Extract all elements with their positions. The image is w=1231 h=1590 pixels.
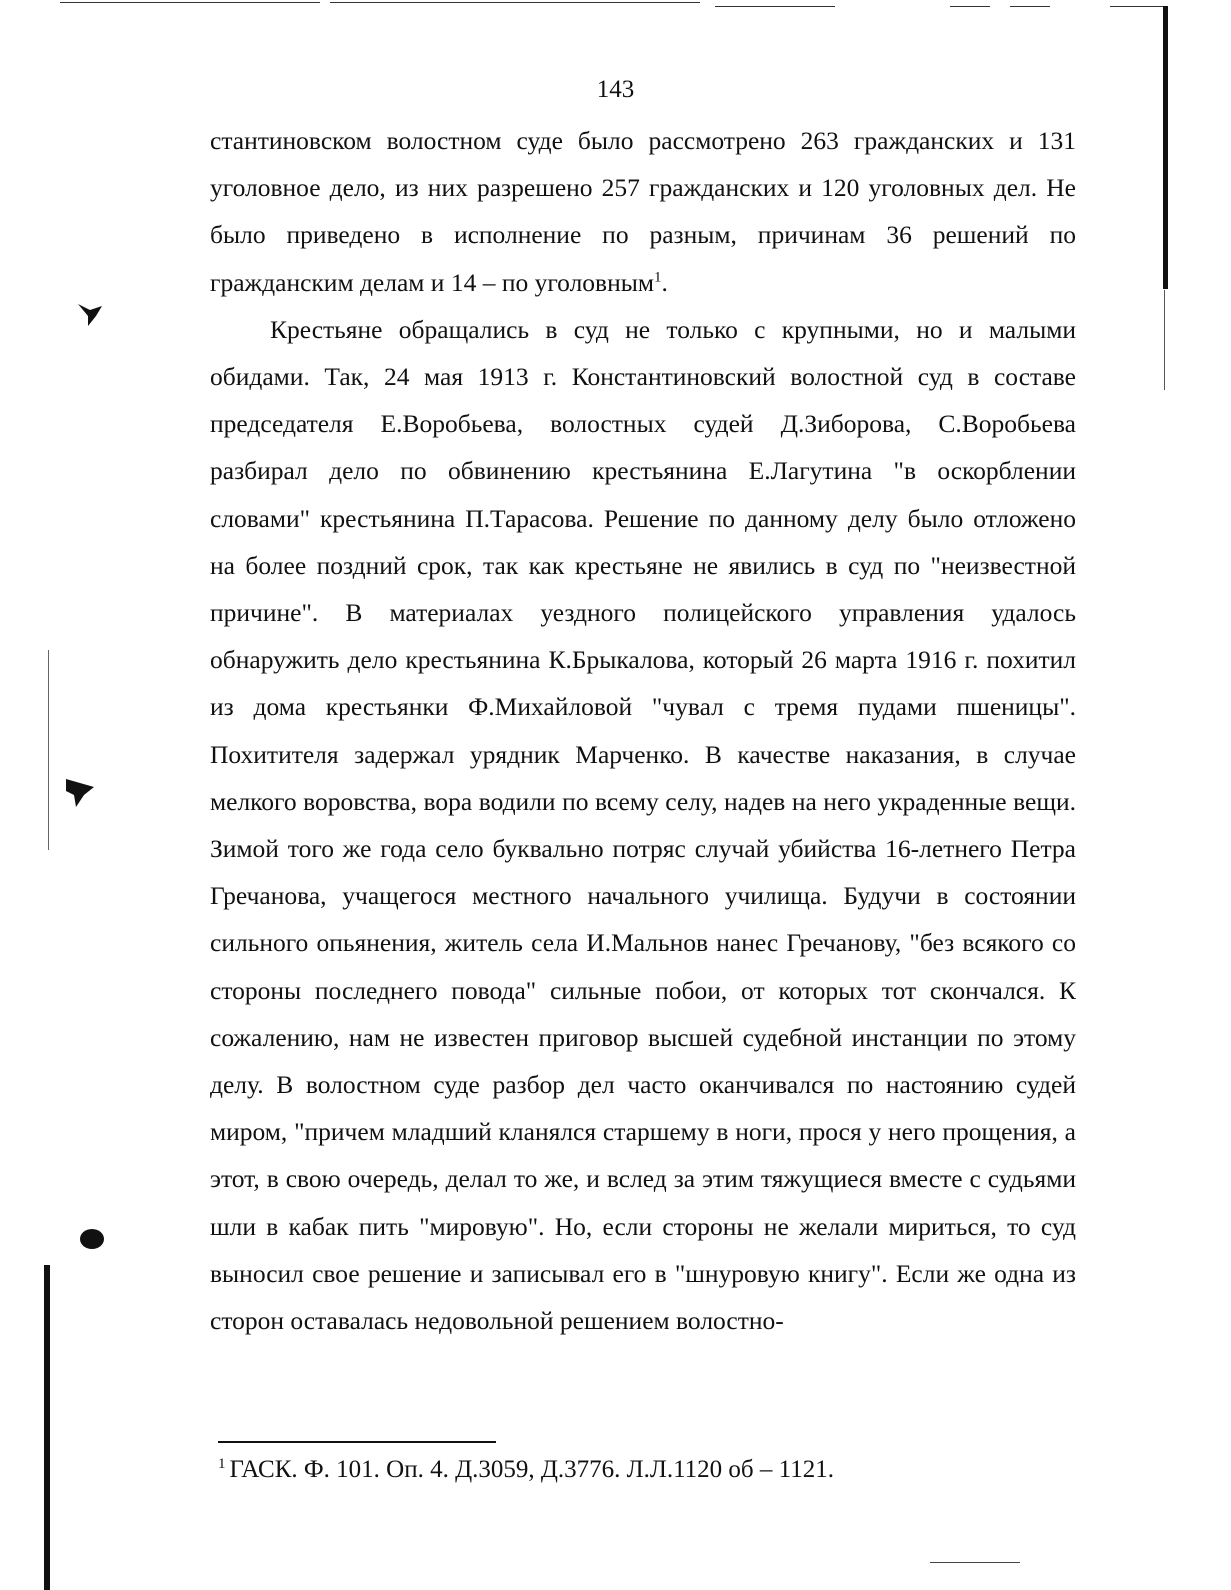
paragraph-text: стантиновском волостном суде было рассмотрено 263 гражданских и 131 уголовное дело, из них разрешено 257 гражданских и 120 уголовных дел. Не было приведено в исполнение по разным, причинам 36 решений по гражданским делам и 14 – по уголовным: [210, 126, 1076, 297]
paragraph-tail: .: [661, 267, 668, 297]
scan-artifact-bottom-line: [930, 1562, 1020, 1563]
punch-hole-mark-middle: [62, 775, 98, 809]
scan-artifact-top-line: [1110, 6, 1168, 7]
page-number: 143: [596, 76, 635, 103]
body-text: [210, 117, 1076, 1344]
scan-artifact-top-line: [715, 6, 835, 7]
scan-artifact-top-line: [950, 6, 990, 7]
paragraph-text: Крестьяне обращались в суд не только с крупными, но и малыми обидами. Так, 24 мая 1913 г. Константиновский волостной суд в составе председателя Е.Воробьева, волостных судей Д.Зиборова, С.Воробьева разбирал дело по обвинению крестьянина Е.Лагутина "в оскорблении словами" крестьянина П.Тарасова. Решение по данному делу было отложено на более поздний срок, так как крестьяне не явились в суд по "неизвестной причине". В материалах уездного полицейского управления удалось обнаружить дело крестьянина К.Брыкалова, который 26 марта 1916 г. похитил из дома крестьянки Ф.Михайловой "чувал с тремя пудами пшеницы". Похитителя задержал урядник Марченко. В качестве наказания, в случае мелкого воровства, вора водили по всему селу, надев на него украденные вещи. Зимой того же года село буквально потряс случай убийства 16-летнего Петра Гречанова, учащегося местного начального училища. Будучи в состоянии сильного опьянения, житель села И.Мальнов нанес Гречанову, "без всякого со стороны последнего повода" сильные побои, от которых тот скончался. К сожалению, нам не известен приговор высшей судебной инстанции по этому делу. В волостном суде разбор дел часто оканчивался по настоянию судей миром, "причем младший кланялся старшему в ноги, прося у него прощения, а этот, в свою очередь, делал то же, и вслед за этим тяжущиеся вместе с судьями шли в кабак пить "мировую". Но, если стороны не желали мириться, то суд выносил свое решение и записывал его в "шнуровую книгу". Если же одна из сторон оставалась недовольной решением волостно-: [210, 314, 1076, 1336]
scan-artifact-left-edge-thin: [48, 650, 49, 850]
paragraph: [210, 117, 1076, 306]
punch-hole-mark-top: [76, 302, 106, 328]
footnote-mark: 1: [218, 1455, 226, 1472]
footnote-reference[interactable]: 1: [654, 269, 662, 286]
scan-artifact-top-line: [1010, 6, 1050, 7]
punch-hole-mark-bottom: [78, 1226, 108, 1252]
paragraph: [210, 306, 1076, 1344]
scan-artifact-right-edge: [1163, 6, 1168, 289]
footnote-separator: [218, 1441, 496, 1443]
footnote: [218, 1450, 1078, 1490]
scan-artifact-top-line: [60, 2, 320, 3]
scan-artifact-right-edge-thin: [1164, 290, 1165, 390]
scan-artifact-left-edge: [44, 1265, 50, 1590]
footnote-text: ГАСК. Ф. 101. Оп. 4. Д.3059, Д.3776. Л.Л.1120 об – 1121.: [229, 1456, 834, 1483]
scan-artifact-top-line: [330, 2, 700, 3]
